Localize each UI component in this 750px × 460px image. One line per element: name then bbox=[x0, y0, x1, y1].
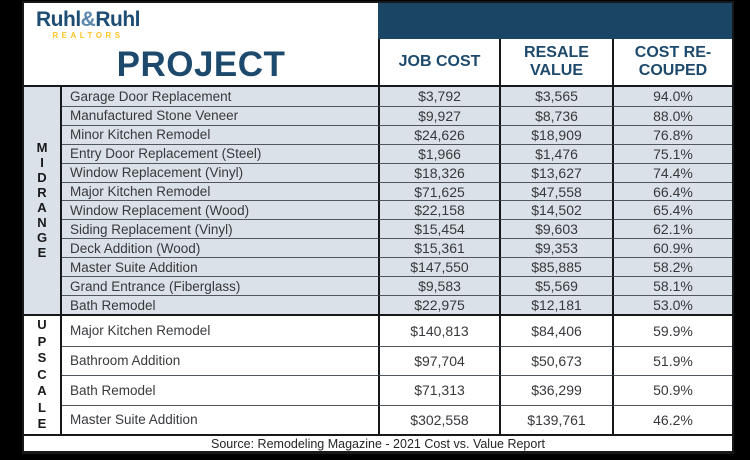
cost-recouped-cell: 76.8% bbox=[612, 125, 732, 144]
job-cost-header: JOB COST bbox=[378, 39, 499, 85]
project-name-cell: Window Replacement (Wood) bbox=[62, 200, 378, 219]
resale-value-cell: $8,736 bbox=[499, 106, 612, 125]
job-cost-cell: $22,158 bbox=[378, 200, 499, 219]
resale-value-cell: $36,299 bbox=[499, 375, 612, 405]
project-column-title: PROJECT bbox=[116, 45, 286, 84]
cost-recouped-cell: 50.9% bbox=[612, 375, 732, 405]
job-cost-cell: $147,550 bbox=[378, 257, 499, 276]
logo-realtors-label: REALTORS bbox=[52, 31, 124, 40]
cost-recouped-cell: 65.4% bbox=[612, 200, 732, 219]
project-name-cell: Siding Replacement (Vinyl) bbox=[62, 219, 378, 238]
project-name-cell: Window Replacement (Vinyl) bbox=[62, 163, 378, 182]
job-cost-cell: $71,625 bbox=[378, 182, 499, 201]
cost-recouped-cell: 51.9% bbox=[612, 346, 732, 376]
cost-recouped-cell: 59.9% bbox=[612, 316, 732, 346]
job-cost-cell: $302,558 bbox=[378, 405, 499, 435]
resale-value-header: RESALE VALUE bbox=[499, 39, 612, 85]
project-header-cell bbox=[24, 3, 378, 85]
cost-recouped-cell: 75.1% bbox=[612, 144, 732, 163]
upscale-section bbox=[24, 314, 732, 434]
project-name-cell: Bath Remodel bbox=[62, 375, 378, 405]
navy-header-bar bbox=[378, 3, 732, 39]
job-cost-cell: $15,454 bbox=[378, 219, 499, 238]
resale-value-cell: $14,502 bbox=[499, 200, 612, 219]
job-cost-cell: $1,966 bbox=[378, 144, 499, 163]
project-name-cell: Major Kitchen Remodel bbox=[62, 316, 378, 346]
cost-recouped-cell: 46.2% bbox=[612, 405, 732, 435]
job-cost-cell: $18,326 bbox=[378, 163, 499, 182]
resale-value-cell: $18,909 bbox=[499, 125, 612, 144]
resale-value-cell: $9,353 bbox=[499, 238, 612, 257]
cost-recouped-cell: 58.1% bbox=[612, 276, 732, 295]
ruhl-and-ruhl-logo bbox=[36, 9, 140, 40]
job-cost-cell: $3,792 bbox=[378, 87, 499, 106]
cost-recouped-cell: 58.2% bbox=[612, 257, 732, 276]
project-name-cell: Grand Entrance (Fiberglass) bbox=[62, 276, 378, 295]
value-columns-header bbox=[378, 3, 732, 85]
logo-ampersand: & bbox=[80, 8, 96, 31]
cost-recouped-cell: 66.4% bbox=[612, 182, 732, 201]
project-name-cell: Major Kitchen Remodel bbox=[62, 182, 378, 201]
project-name-cell: Garage Door Replacement bbox=[62, 87, 378, 106]
column-headers bbox=[378, 39, 732, 85]
resale-value-cell: $9,603 bbox=[499, 219, 612, 238]
logo-wordmark: Ruhl&Ruhl bbox=[36, 8, 140, 31]
resale-value-cell: $5,569 bbox=[499, 276, 612, 295]
cost-vs-value-table bbox=[22, 1, 734, 454]
category-label-upscale: U P S C A L E bbox=[24, 316, 62, 434]
project-name-cell: Entry Door Replacement (Steel) bbox=[62, 144, 378, 163]
cost-recouped-cell: 88.0% bbox=[612, 106, 732, 125]
resale-value-cell: $139,761 bbox=[499, 405, 612, 435]
job-cost-cell: $9,927 bbox=[378, 106, 499, 125]
project-name-cell: Deck Addition (Wood) bbox=[62, 238, 378, 257]
cost-recouped-cell: 53.0% bbox=[612, 295, 732, 314]
resale-value-cell: $3,565 bbox=[499, 87, 612, 106]
project-name-cell: Master Suite Addition bbox=[62, 405, 378, 435]
resale-value-cell: $13,627 bbox=[499, 163, 612, 182]
job-cost-cell: $71,313 bbox=[378, 375, 499, 405]
job-cost-cell: $140,813 bbox=[378, 316, 499, 346]
project-name-cell: Master Suite Addition bbox=[62, 257, 378, 276]
cost-recouped-cell: 74.4% bbox=[612, 163, 732, 182]
job-cost-cell: $9,583 bbox=[378, 276, 499, 295]
cost-recouped-cell: 60.9% bbox=[612, 238, 732, 257]
source-footer bbox=[24, 434, 732, 451]
job-cost-cell: $97,704 bbox=[378, 346, 499, 376]
resale-value-cell: $12,181 bbox=[499, 295, 612, 314]
job-cost-cell: $24,626 bbox=[378, 125, 499, 144]
resale-value-cell: $84,406 bbox=[499, 316, 612, 346]
project-name-cell: Minor Kitchen Remodel bbox=[62, 125, 378, 144]
job-cost-cell: $22,975 bbox=[378, 295, 499, 314]
cost-recouped-cell: 94.0% bbox=[612, 87, 732, 106]
resale-value-cell: $85,885 bbox=[499, 257, 612, 276]
resale-value-cell: $1,476 bbox=[499, 144, 612, 163]
project-name-cell: Bath Remodel bbox=[62, 295, 378, 314]
midrange-section bbox=[24, 87, 732, 314]
project-name-cell: Manufactured Stone Veneer bbox=[62, 106, 378, 125]
table-header bbox=[24, 3, 732, 87]
category-label-midrange: M I D R A N G E bbox=[24, 87, 62, 314]
project-name-cell: Bathroom Addition bbox=[62, 346, 378, 376]
cost-recouped-cell: 62.1% bbox=[612, 219, 732, 238]
job-cost-cell: $15,361 bbox=[378, 238, 499, 257]
cost-recouped-header: COST RE-COUPED bbox=[612, 39, 732, 85]
resale-value-cell: $47,558 bbox=[499, 182, 612, 201]
resale-value-cell: $50,673 bbox=[499, 346, 612, 376]
source-text: Source: Remodeling Magazine - 2021 Cost vs. Value Report bbox=[211, 436, 545, 451]
